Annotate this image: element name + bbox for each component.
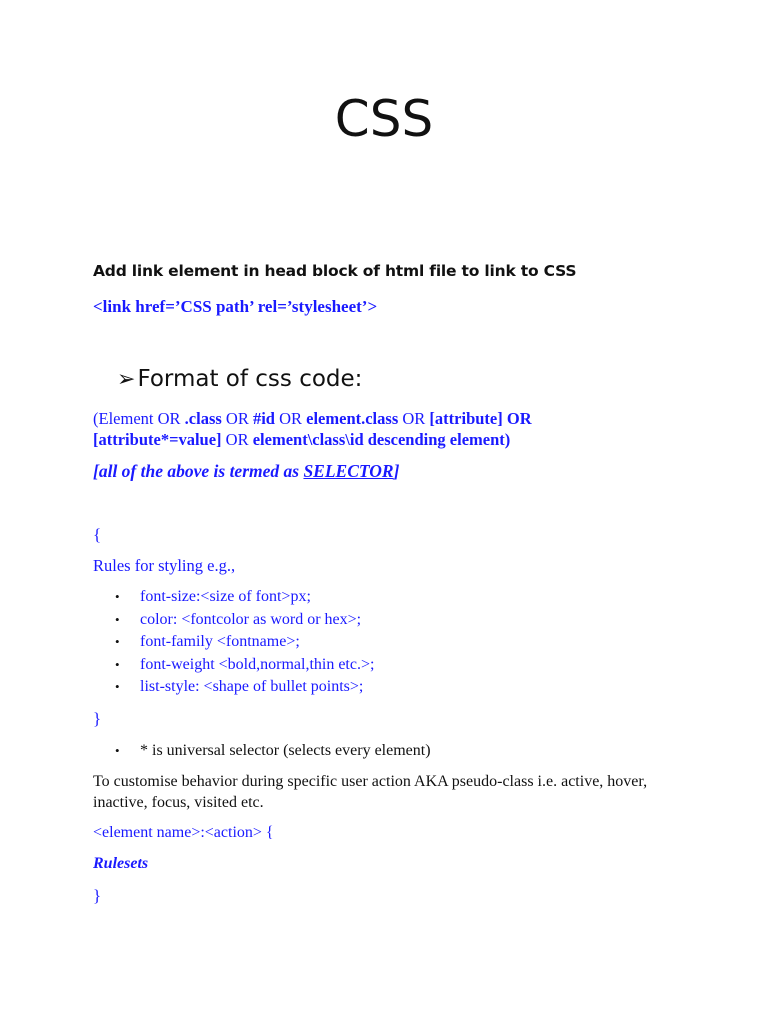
rule-text: font-size:<size of font>px; <box>140 588 311 605</box>
list-item <box>93 609 374 632</box>
rule-text: color: <fontcolor as word or hex>; <box>140 610 362 628</box>
selector-element-class: element.class <box>306 409 399 428</box>
selector-note <box>93 461 399 482</box>
bullet-icon: • <box>115 679 120 694</box>
selector-text: OR <box>221 409 253 428</box>
selector-text: (Element OR <box>93 409 185 428</box>
selector-class: .class <box>184 409 222 428</box>
selector-attribute: [attribute] OR <box>429 409 532 428</box>
rule-text: font-weight <bold,normal,thin etc.>; <box>140 655 375 673</box>
bullet-icon: • <box>115 743 120 758</box>
element-action-syntax: <element name>:<action> { <box>93 824 274 841</box>
list-item <box>93 631 374 654</box>
format-heading-text: Format of css code: <box>137 366 363 392</box>
bullet-icon: • <box>115 634 120 649</box>
selector-attribute-value: [attribute*=value] <box>93 430 222 449</box>
rule-text: list-style: <shape of bullet points>; <box>140 678 364 695</box>
selector-types-paragraph <box>93 408 693 450</box>
selector-text: OR <box>398 409 430 428</box>
bullet-icon: • <box>115 656 120 672</box>
bullet-icon: • <box>115 589 120 604</box>
selector-note-text: [all of the above is termed as <box>93 461 304 481</box>
list-item <box>93 586 374 609</box>
page-title: CSS <box>334 90 434 148</box>
open-brace: { <box>93 525 102 544</box>
selector-descending: element\class\id descending element) <box>252 430 511 449</box>
link-tag-code: <link href=’CSS path’ rel=’stylesheet’> <box>93 297 378 316</box>
bullet-icon: • <box>115 611 120 627</box>
selector-text: OR <box>221 430 253 449</box>
pseudo-class-paragraph: To customise behavior during specific user action AKA pseudo-class i.e. active, hover, inactive, focus, visited etc. <box>93 773 648 811</box>
rule-text: font-family <fontname>; <box>140 633 300 650</box>
arrow-bullet-icon: ➢ <box>117 367 136 392</box>
close-brace: } <box>93 709 102 728</box>
selector-text: OR <box>274 409 307 428</box>
rules-lead-text: Rules for styling e.g., <box>93 556 236 575</box>
universal-note-text: * is universal selector (selects every element) <box>140 742 431 759</box>
rulesets-label: Rulesets <box>93 855 149 872</box>
selector-term: SELECTOR <box>303 461 394 481</box>
selector-note-end: ] <box>393 461 400 481</box>
selector-id: #id <box>252 409 275 428</box>
format-heading <box>117 366 362 392</box>
rules-list <box>93 586 374 699</box>
universal-selector-list <box>93 740 431 762</box>
final-close-brace: } <box>93 886 102 905</box>
list-item <box>93 676 374 699</box>
list-item <box>93 740 431 762</box>
link-instruction-heading: Add link element in head block of html file to link to CSS <box>93 262 577 280</box>
list-item <box>93 654 374 677</box>
